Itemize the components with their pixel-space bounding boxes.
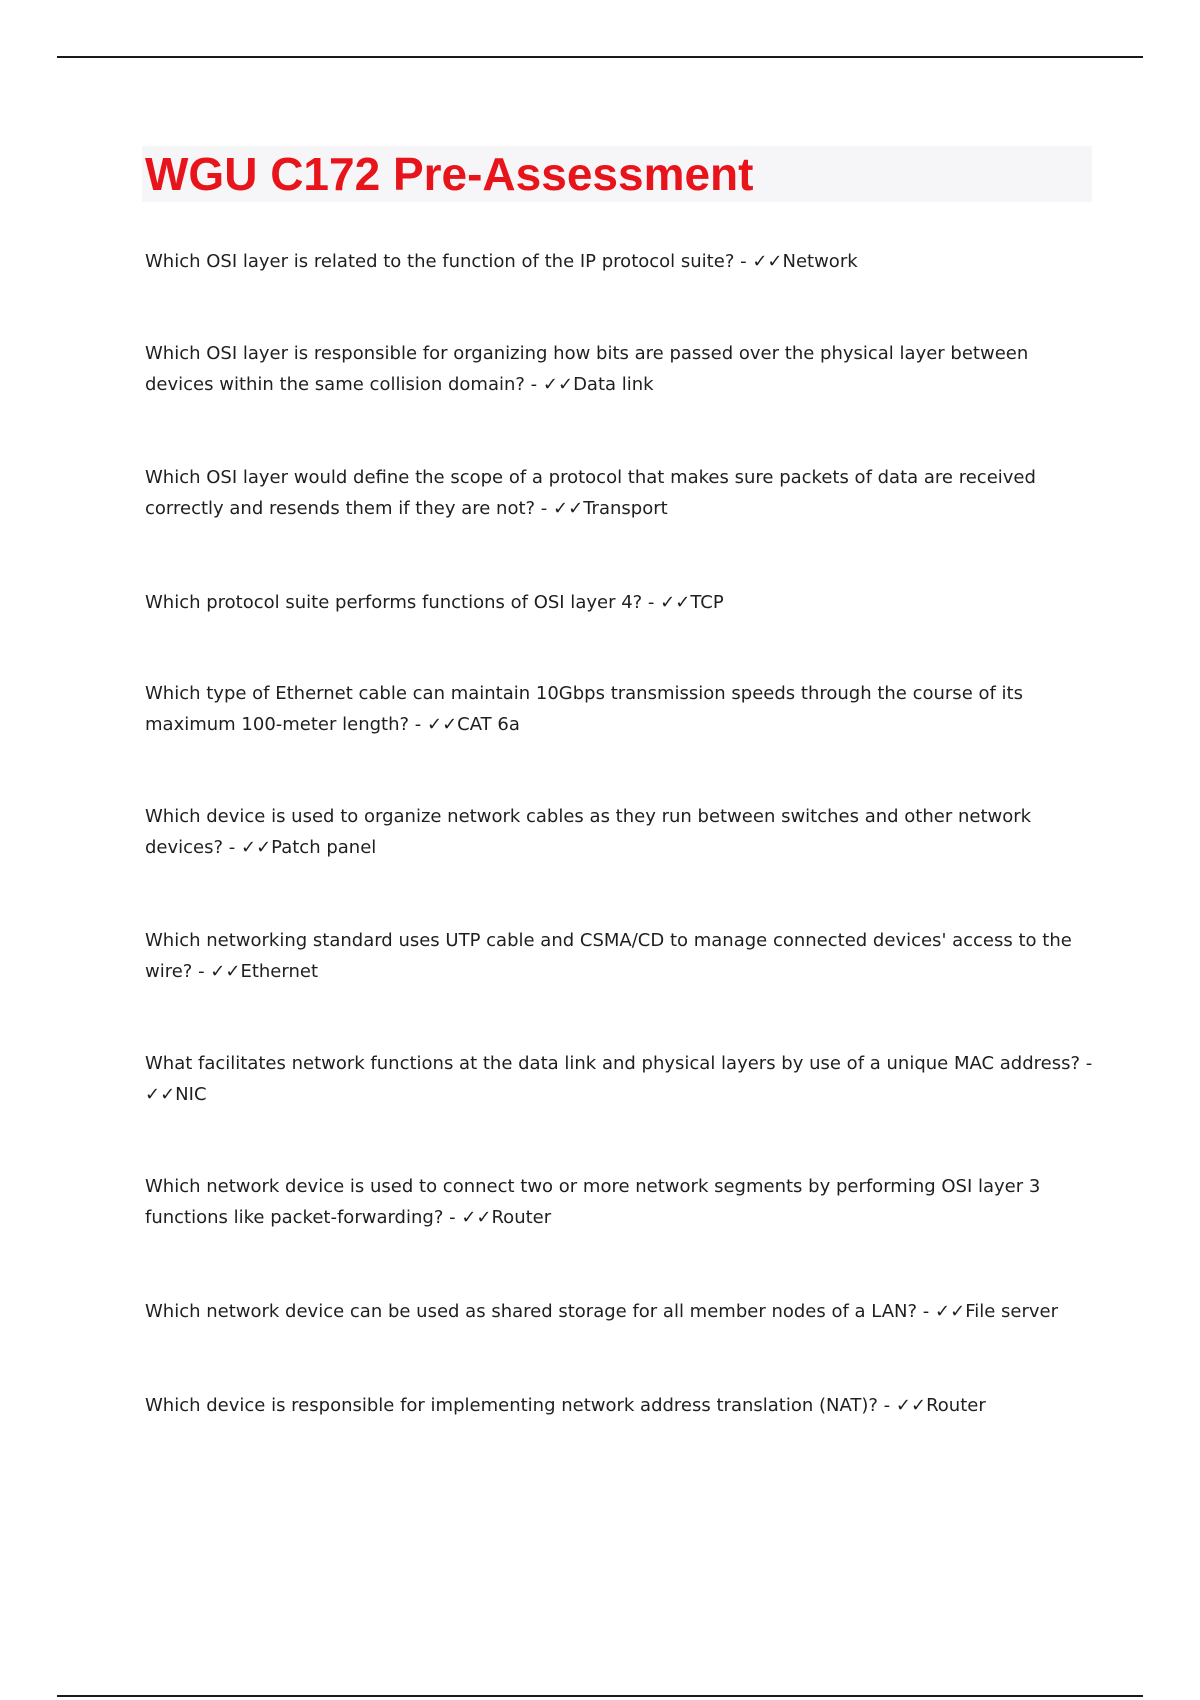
qa-item	[145, 1296, 1100, 1327]
question-text: Which type of Ethernet cable can maintain 10Gbps transmission speeds through the course of its maximum 100-meter length? -	[145, 683, 1023, 735]
double-check-icon: ✓✓	[895, 1395, 927, 1416]
answer-text: File server	[965, 1301, 1059, 1322]
double-check-icon: ✓✓	[660, 592, 691, 613]
question-text: Which network device can be used as shared storage for all member nodes of a LAN? -	[145, 1301, 936, 1322]
answer-text: Transport	[583, 498, 668, 519]
answer-text: NIC	[175, 1084, 207, 1105]
answer-text: Ethernet	[240, 961, 319, 982]
answer-text: Router	[926, 1395, 986, 1416]
qa-item	[145, 1048, 1100, 1110]
answer-text: Patch panel	[271, 837, 377, 858]
top-divider	[57, 56, 1143, 58]
answer-text: Router	[491, 1207, 552, 1228]
answer-text: Data link	[573, 374, 654, 395]
qa-item	[145, 587, 1100, 618]
double-check-icon: ✓✓	[241, 837, 272, 858]
double-check-icon: ✓✓	[145, 1084, 176, 1105]
qa-item	[145, 801, 1100, 863]
qa-item	[145, 678, 1100, 740]
qa-item	[145, 246, 1100, 277]
qa-item	[145, 1390, 1100, 1421]
question-text: Which OSI layer would define the scope of a protocol that makes sure packets of data are received correctly and resends them if they are not? -	[145, 467, 1036, 519]
question-text: Which protocol suite performs functions of OSI layer 4? -	[145, 592, 661, 613]
page-title: WGU C172 Pre-Assessment	[145, 148, 754, 200]
double-check-icon: ✓✓	[210, 961, 241, 982]
answer-text: TCP	[690, 592, 724, 613]
double-check-icon: ✓✓	[752, 251, 783, 272]
question-text: Which device is used to organize network cables as they run between switches and other network devices? -	[145, 806, 1032, 858]
question-text: Which device is responsible for implementing network address translation (NAT)? -	[145, 1395, 896, 1416]
double-check-icon: ✓✓	[553, 498, 584, 519]
double-check-icon: ✓✓	[427, 714, 458, 735]
question-text: Which networking standard uses UTP cable and CSMA/CD to manage connected devices' access to the wire? -	[145, 930, 1072, 982]
question-text: Which OSI layer is related to the function of the IP protocol suite? -	[145, 251, 753, 272]
qa-item	[145, 1171, 1100, 1233]
qa-item	[145, 338, 1100, 400]
answer-text: Network	[782, 251, 858, 272]
qa-item	[145, 462, 1100, 524]
double-check-icon: ✓✓	[935, 1301, 966, 1322]
question-text: Which OSI layer is responsible for organizing how bits are passed over the physical layer between devices within the same collision domain? -	[145, 343, 1029, 395]
question-text: What facilitates network functions at the data link and physical layers by use of a unique MAC address? -	[145, 1053, 1093, 1074]
answer-text: CAT 6a	[457, 714, 520, 735]
double-check-icon: ✓✓	[461, 1207, 492, 1228]
double-check-icon: ✓✓	[542, 374, 574, 395]
qa-item	[145, 925, 1100, 987]
bottom-divider	[57, 1695, 1143, 1697]
question-text: Which network device is used to connect two or more network segments by performing OSI layer 3 functions like packet-forwarding? -	[145, 1176, 1041, 1228]
